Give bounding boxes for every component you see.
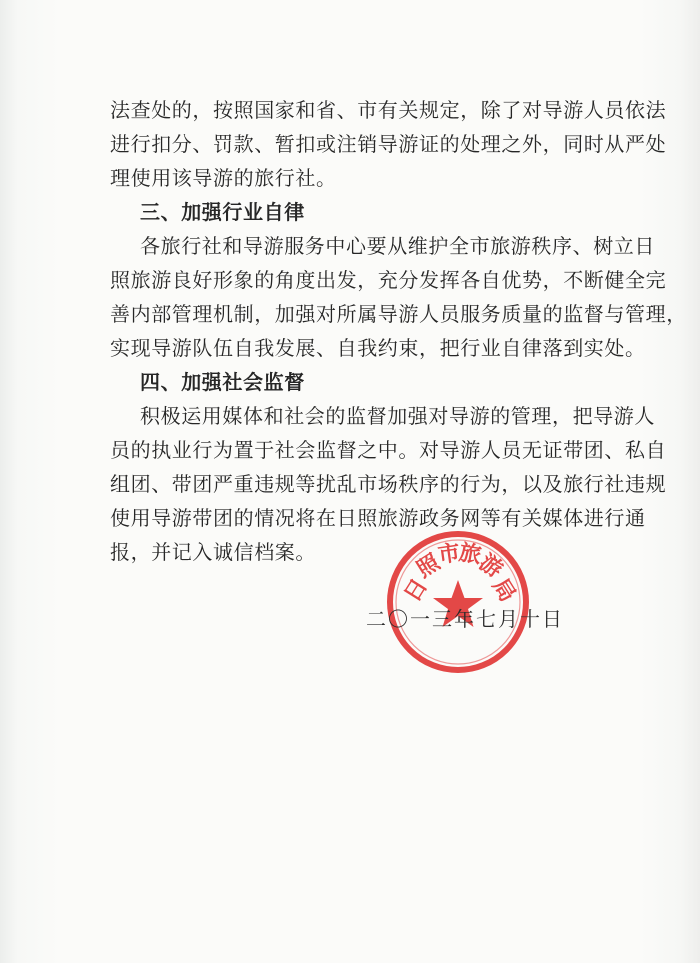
official-seal xyxy=(384,528,532,676)
paragraph-line: 各旅行社和导游服务中心要从维护全市旅游秩序、树立日 xyxy=(140,234,655,258)
paragraph-line: 组团、带团严重违规等扰乱市场秩序的行为，以及旅行社违规 xyxy=(110,472,667,496)
paragraph-line: 进行扣分、罚款、暂扣或注销导游证的处理之外，同时从严处 xyxy=(110,132,667,156)
paragraph-line: 员的执业行为置于社会监督之中。对导游人员无证带团、私自 xyxy=(110,438,667,462)
paragraph-line: 法查处的，按照国家和省、市有关规定，除了对导游人员依法 xyxy=(110,98,667,122)
paragraph-line: 善内部管理机制，加强对所属导游人员服务质量的监督与管理， xyxy=(110,302,687,326)
paragraph-line: 使用导游带团的情况将在日照旅游政务网等有关媒体进行通 xyxy=(110,506,646,530)
svg-text:游: 游 xyxy=(474,549,508,584)
svg-text:市: 市 xyxy=(436,539,462,569)
paragraph-line: 照旅游良好形象的角度出发，充分发挥各自优势，不断健全完 xyxy=(110,268,667,292)
paragraph-line: 积极运用媒体和社会的监督加强对导游的管理，把导游人 xyxy=(140,404,655,428)
svg-text:局: 局 xyxy=(487,574,521,607)
paragraph-line: 报，并记入诚信档案。 xyxy=(110,540,316,564)
paragraph-line: 理使用该导游的旅行社。 xyxy=(110,166,337,190)
svg-text:照: 照 xyxy=(412,549,445,583)
document-date: 二〇一三年七月十日 xyxy=(366,607,564,631)
section-4-heading: 四、加强社会监督 xyxy=(140,370,305,394)
svg-text:旅: 旅 xyxy=(457,539,484,569)
svg-text:日: 日 xyxy=(399,574,433,607)
section-3-heading: 三、加强行业自律 xyxy=(140,200,305,224)
paragraph-line: 实现导游队伍自我发展、自我约束，把行业自律落到实处。 xyxy=(110,336,646,360)
